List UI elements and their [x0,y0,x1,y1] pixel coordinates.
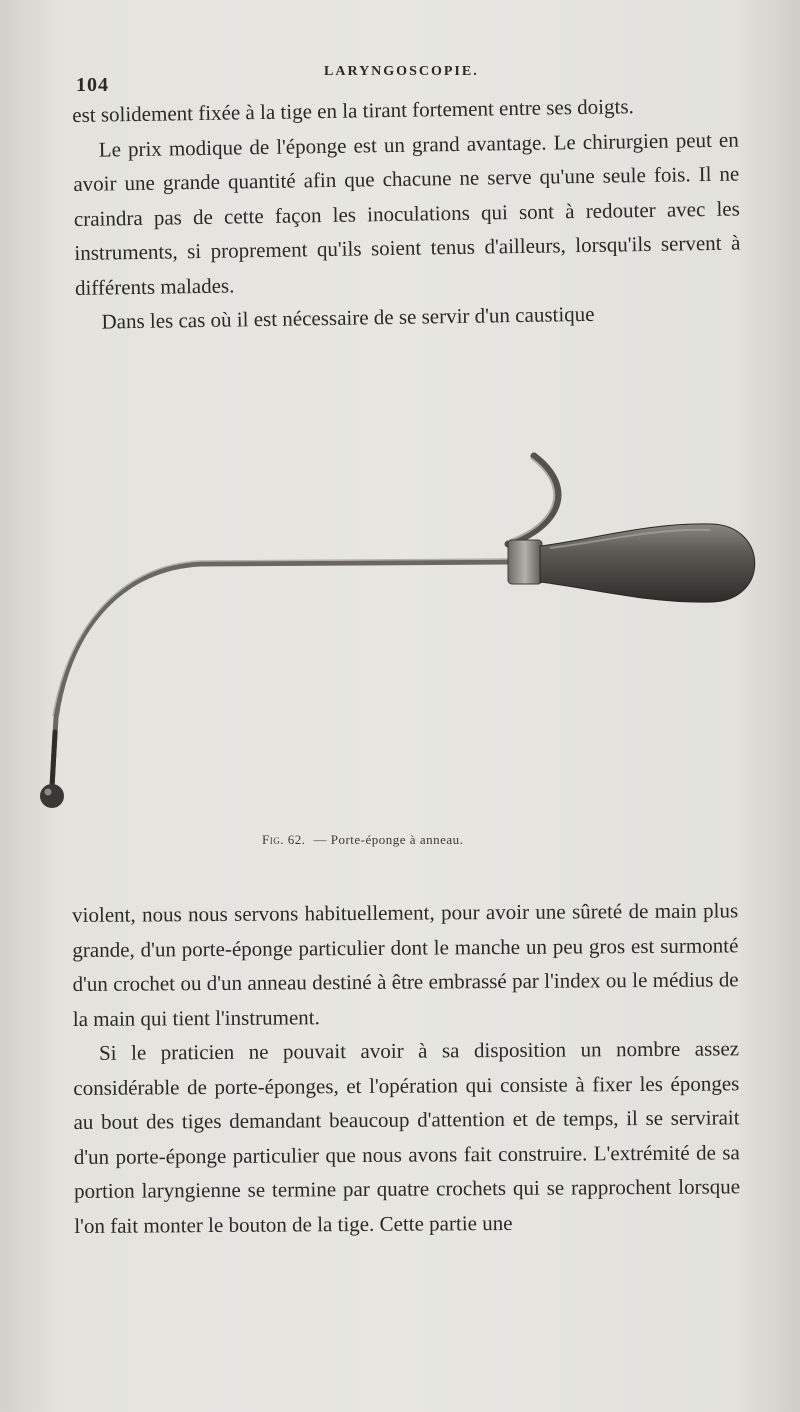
sponge-holder-illustration [30,448,780,818]
figure-caption-text: — Porte-éponge à anneau. [313,832,464,847]
text-block-bottom [72,893,740,1243]
paragraph: Dans les cas où il est nécessaire de se servir d'un caustique [101,301,595,334]
figure-caption [262,832,463,848]
paragraph: est solidement fixée à la tige en la tirant fortement entre ses doigts. [72,94,634,127]
paragraph: Si le praticien ne pouvait avoir à sa disposition un nombre assez considérable de porte-éponges, et l'opération qui consiste à fixer les éponges au bout des tiges demandant beaucoup d'attention et de temps, il se servirait d'un porte-éponge particulier que nous avons fait construire. L'extrémité de sa portion laryngienne se termine par quatre crochets qui se rapprochent lorsque l'on fait monter le bouton de la tige. Cette partie une [73,1036,741,1238]
figure-label: Fig. 62. [262,832,306,847]
ball-tip [40,784,64,808]
figure-illustration [30,448,780,818]
running-title: LARYNGOSCOPIE. [324,64,479,79]
paragraph: violent, nous nous servons habituellement, pour avoir une sûreté de main plus grande, d'un porte-éponge particulier dont le manche un peu gros est surmonté d'un crochet ou d'un anneau destiné à être embrassé par l'index ou le médius de la main qui tient l'instrument. [72,898,739,1031]
paragraph: Le prix modique de l'éponge est un grand avantage. Le chirurgien peut en avoir une grande quantité afin que chacune ne serve qu'une seule fois. Il ne craindra pas de cette façon les inoculations qui sont à redouter avec les instruments, si proprement qu'ils soient tenus d'ailleurs, lorsqu'ils servent à différents malades. [73,127,741,300]
page-number: 104 [76,74,109,96]
text-block-top [72,88,742,340]
shaft [52,562,508,786]
shaft-highlight [53,559,508,716]
ball-tip-highlight [45,789,52,796]
tip-section [52,732,55,788]
ferrule [508,540,542,584]
handle [540,524,755,602]
page-header [72,62,732,96]
finger-hook [508,456,558,544]
